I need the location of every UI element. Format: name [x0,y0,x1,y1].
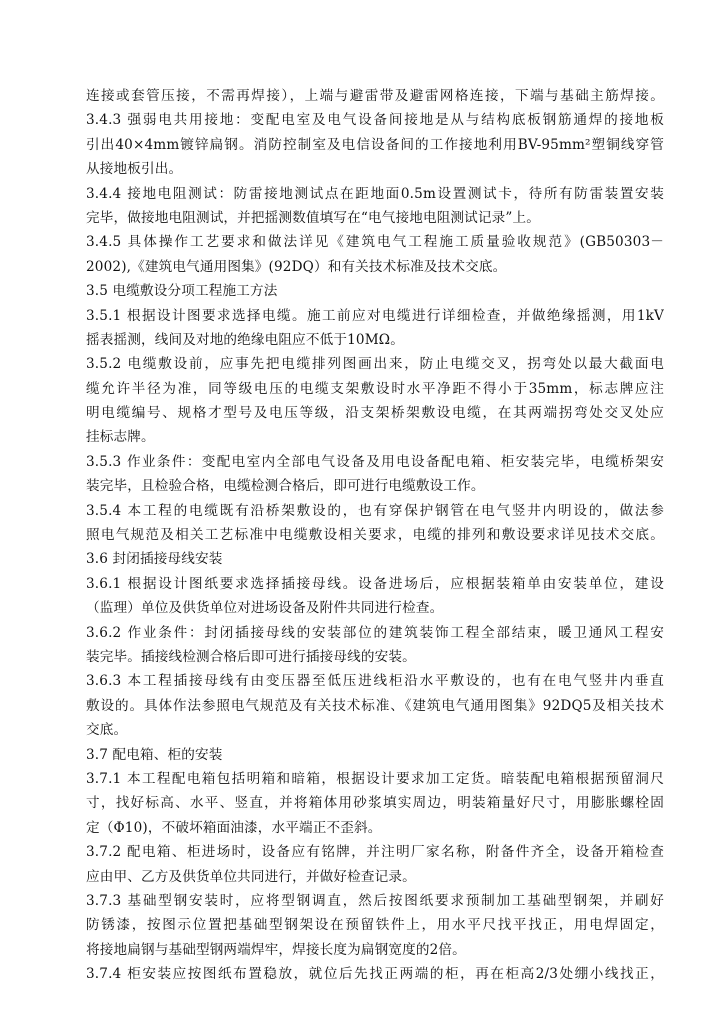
text-line: 装完毕。插接线检测合格后即可进行插接母线的安装。 [86,648,416,665]
text-line: 3.5.2 电缆敷设前，应事先把电缆排列图画出来，防止电缆交叉，拐弯处以最大截面电 [86,356,664,373]
text-line: 防锈漆，按图示位置把基础型钢架设在预留铁件上，用水平尺找平找正，用电焊固定， [86,917,664,934]
text-line: 连接或套管压接，不需再焊接），上端与避雷带及避雷网格连接，下端与基础主筋焊接。 [86,88,664,104]
text-line: 挂标志牌。 [86,429,155,446]
text-line: 装完毕，且检验合格，电缆检测合格后，即可进行电缆敷设工作。 [86,478,485,495]
text-line: 3.5.3 作业条件：变配电室内全部电气设备及用电设备配电箱、柜安装完毕，电缆桥架安 [86,453,664,470]
text-line: 交底。 [86,722,128,739]
text-line: 将接地扁钢与基础型钢两端焊牢，焊接长度为扁钢宽度的2倍。 [86,941,466,958]
text-line: 3.7.4 柜安装应按图纸布置稳放，就位后先找正两端的柜，再在柜高2/3处绷小线找正， [86,966,664,983]
section-heading: 3.6 封闭插接母线安装 [86,551,223,568]
text-line: 照电气规范及相关工艺标准中电缆敷设相关要求，电缆的排列和敷设要求详见技术交底。 [86,527,664,544]
text-line: 3.5.4 本工程的电缆既有沿桥架敷设的，也有穿保护钢管在电气竖井内明设的，做法参 [86,502,664,519]
document-page [86,84,664,986]
text-line: 3.6.3 本工程插接母线有由变压器至低压进线柜沿水平敷设的，也有在电气竖井内垂直 [86,673,664,690]
text-line: 寸，找好标高、水平、竖直，并将箱体用砂浆填实周边，明装箱量好尺寸，用膨胀螺栓固 [86,795,664,812]
text-line: 缆允许半径为准，同等级电压的电缆支架敷设时水平净距不得小于35mm，标志牌应注 [86,380,664,397]
text-line: 敷设的。具体作法参照电气规范及有关技术标准、《建筑电气通用图集》92DQ5及相关技术 [86,697,664,714]
text-line: 3.7.1 本工程配电箱包括明箱和暗箱，根据设计要求加工定货。暗装配电箱根据预留洞尺 [86,770,664,787]
text-line: 定（Φ10)，不破坏箱面油漆，水平端正不歪斜。 [86,819,382,836]
text-line: （监理）单位及供货单位对进场设备及附件共同进行检查。 [86,600,444,617]
text-line: 引出40×4mm镀锌扁钢。消防控制室及电信设备间的工作接地利用BV-95mm²塑铜线穿管 [86,136,664,153]
text-line: 完毕，做接地电阻测试，并把摇测数值填写在“电气接地电阻测试记录”上。 [86,209,540,226]
text-line: 从接地板引出。 [86,161,183,178]
text-line: 3.6.1 根据设计图纸要求选择插接母线。设备进场后，应根据装箱单由安装单位，建设 [86,575,664,592]
section-heading: 3.7 配电箱、柜的安装 [86,746,223,763]
text-line: 摇表摇测，线间及对地的绝缘电阻应不低于10MΩ。 [86,331,404,348]
text-line: 3.4.4 接地电阻测试：防雷接地测试点在距地面0.5m设置测试卡，待所有防雷装置安装 [86,185,664,202]
text-line: 明电缆编号、规格才型号及电压等级，沿支架桥架敷设电缆，在其两端拐弯处交叉处应 [86,405,664,422]
text-line: 应由甲、乙方及供货单位共同进行，并做好检查记录。 [86,868,416,885]
text-line: 3.7.2 配电箱、柜进场时，设备应有铭牌，并注明厂家名称，附备件齐全，设备开箱检查 [86,844,664,861]
text-line: 3.4.5 具体操作工艺要求和做法详见《建筑电气工程施工质量验收规范》(GB50303－ [86,234,664,251]
text-line: 3.4.3 强弱电共用接地：变配电室及电气设备间接地是从与结构底板钢筋通焊的接地板 [86,112,664,129]
text-line: 3.7.3 基础型钢安装时，应将型钢调直，然后按图纸要求预制加工基础型钢架，并刷好 [86,892,664,909]
text-line: 2002),《建筑电气通用图集》(92DQ）和有关技术标准及技术交底。 [86,258,507,275]
section-heading: 3.5 电缆敷设分项工程施工方法 [86,283,278,300]
text-line: 3.5.1 根据设计图要求选择电缆。施工前应对电缆进行详细检查，并做绝缘摇测，用1kV [86,307,664,324]
text-line: 3.6.2 作业条件：封闭插接母线的安装部位的建筑装饰工程全部结束，暖卫通风工程安 [86,624,664,641]
